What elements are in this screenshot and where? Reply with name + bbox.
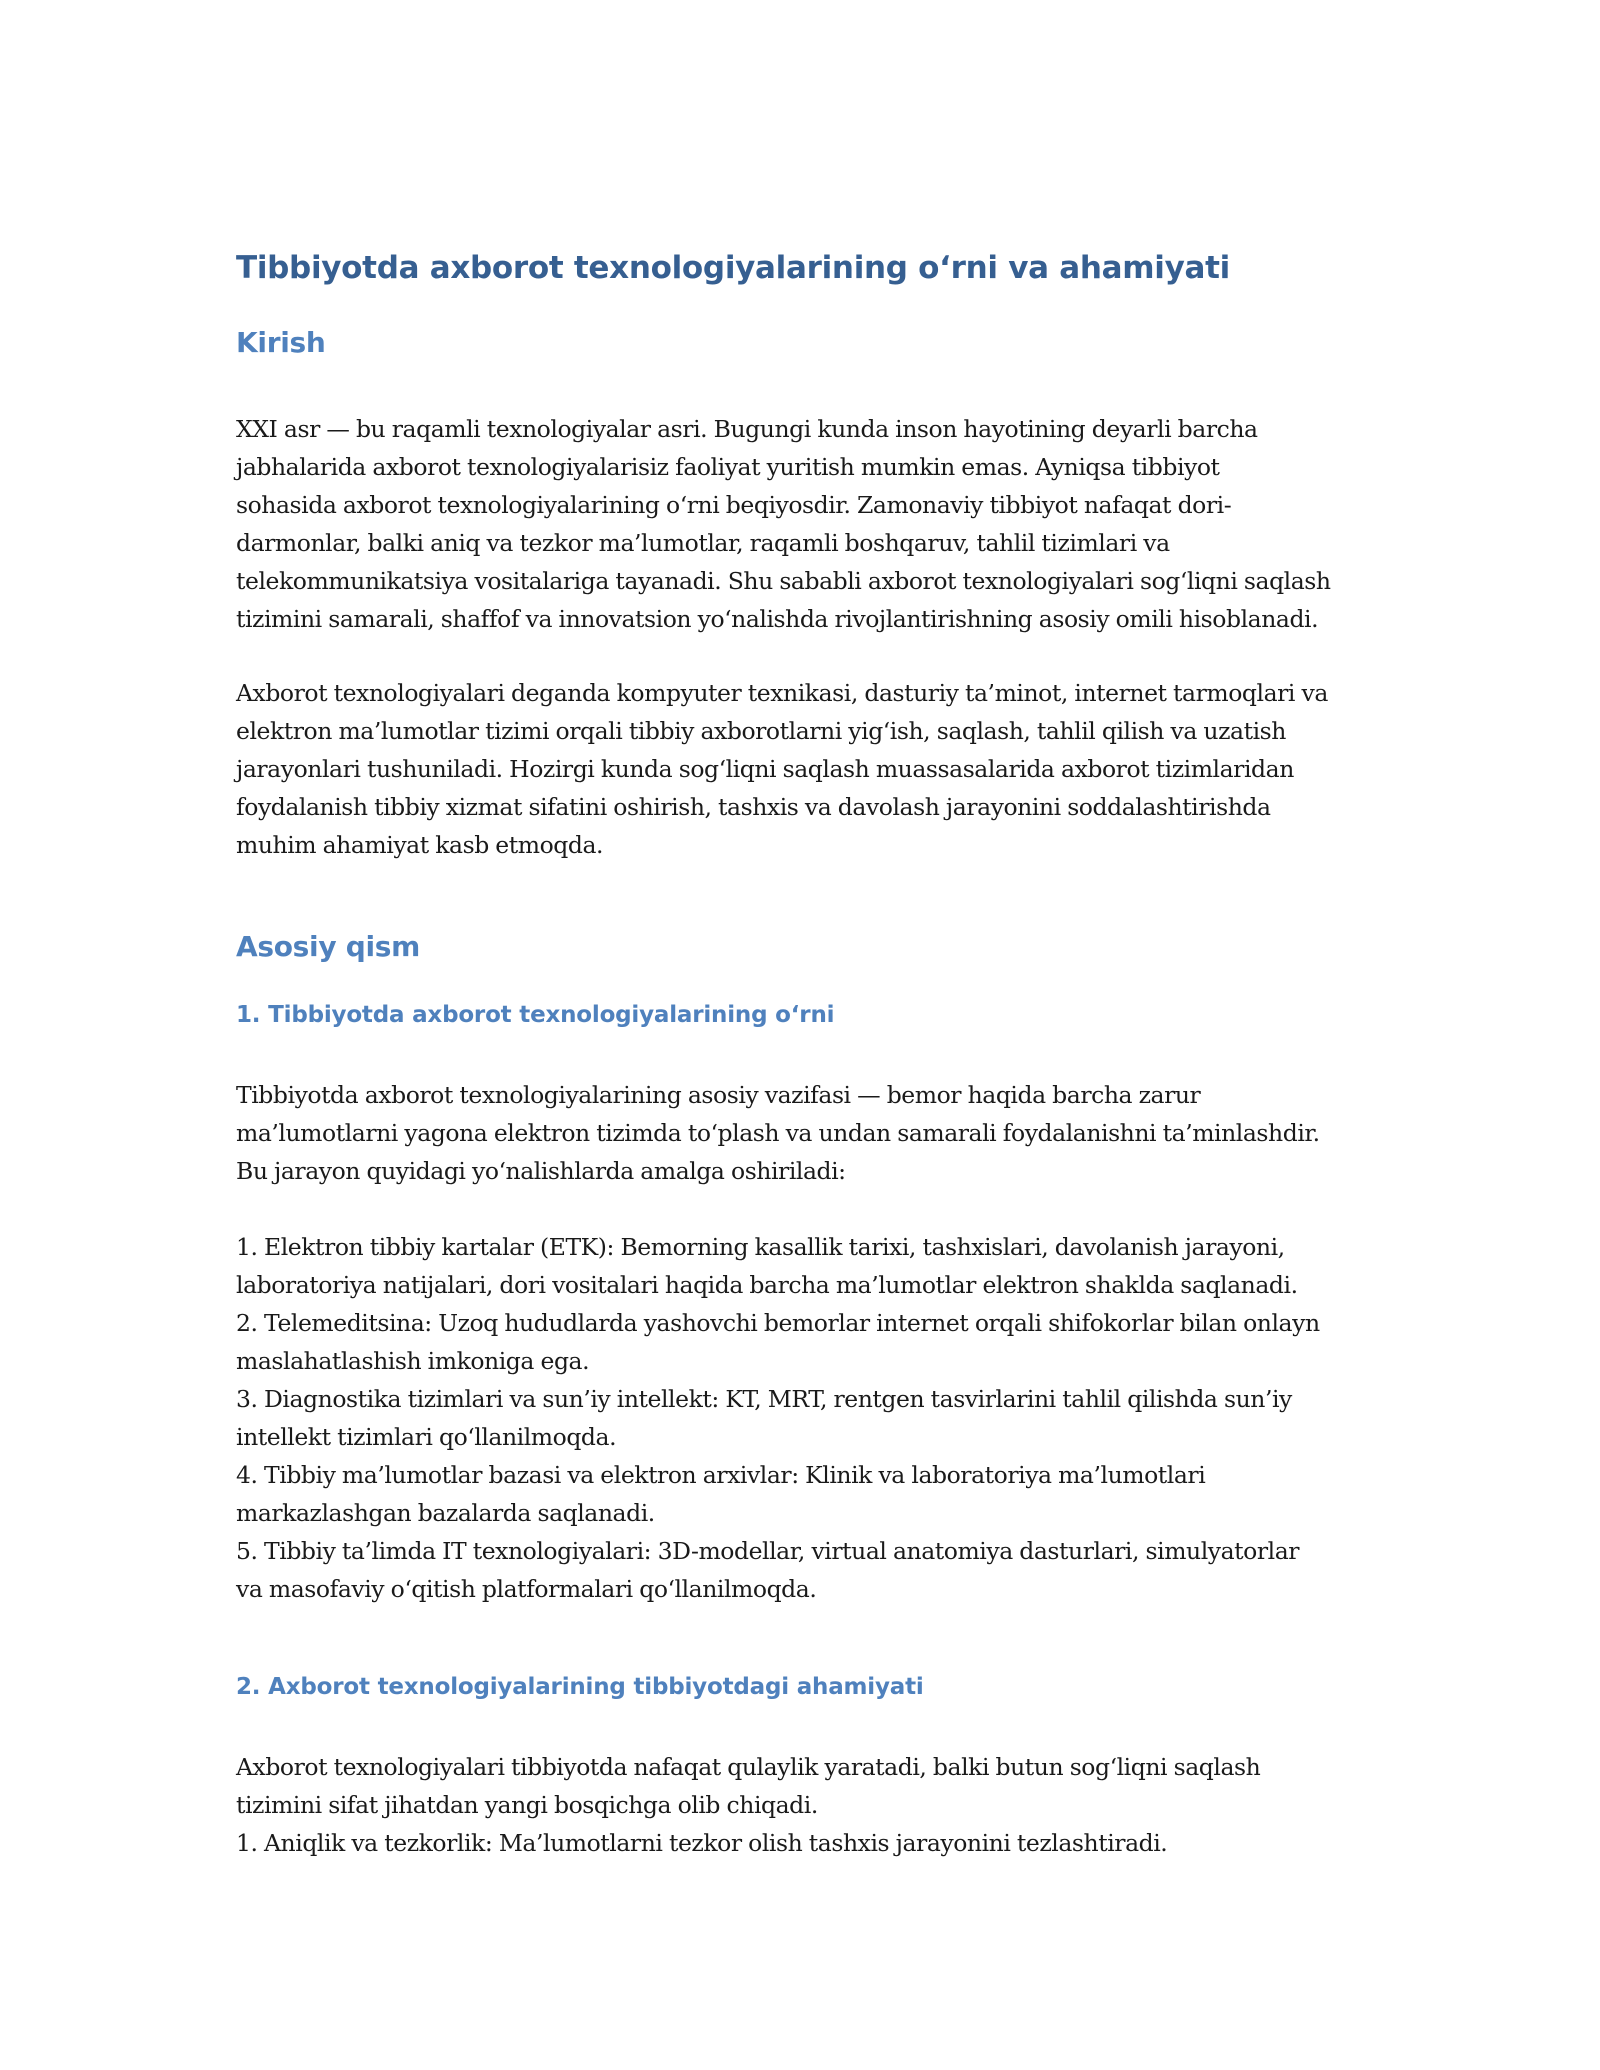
text-line: elektron ma’lumotlar tizimi orqali tibbiy axborotlarni yig‘ish, saqlash, tahlil qilish va uzatish: [236, 717, 1286, 745]
text-line: Axborot texnologiyalari deganda kompyuter texnikasi, dasturiy ta’minot, internet tarmoqlari va: [236, 679, 1328, 707]
text-line: Tibbiyotda axborot texnologiyalarining asosiy vazifasi — bemor haqida barcha zarur: [236, 1081, 1201, 1109]
list-item: va masofaviy o‘qitish platformalari qo‘llanilmoqda.: [236, 1575, 817, 1603]
list-item: laboratoriya natijalari, dori vositalari haqida barcha ma’lumotlar elektron shaklda saqlanadi.: [236, 1271, 1298, 1299]
text-line: sohasida axborot texnologiyalarining o‘rni beqiyosdir. Zamonaviy tibbiyot nafaqat dori-: [236, 491, 1232, 519]
section-2-paragraph: [236, 1748, 1376, 1862]
text-line: jarayonlari tushuniladi. Hozirgi kunda sog‘liqni saqlash muassasalarida axborot tizimlaridan: [236, 755, 1294, 783]
text-line: Axborot texnologiyalari tibbiyotda nafaqat qulaylik yaratadi, balki butun sog‘liqni saqlash: [236, 1753, 1261, 1781]
list-item: intellekt tizimlari qo‘llanilmoqda.: [236, 1423, 617, 1451]
list-item: markazlashgan bazalarda saqlanadi.: [236, 1499, 655, 1527]
list-item: 1. Elektron tibbiy kartalar (ETK): Bemorning kasallik tarixi, tashxislari, davolanish jarayoni,: [236, 1233, 1285, 1261]
section-1-list: [236, 1228, 1376, 1608]
text-line: telekommunikatsiya vositalariga tayanadi. Shu sababli axborot texnologiyalari sog‘liqni saqlash: [236, 567, 1331, 595]
text-line: foydalanish tibbiy xizmat sifatini oshirish, tashxis va davolash jarayonini soddalashtirishda: [236, 793, 1271, 821]
list-item: 5. Tibbiy ta’limda IT texnologiyalari: 3D-modellar, virtual anatomiya dasturlari, simulyatorlar: [236, 1537, 1300, 1565]
text-line: XXI asr — bu raqamli texnologiyalar asri. Bugungi kunda inson hayotining deyarli barcha: [236, 415, 1258, 443]
text-line: ma’lumotlarni yagona elektron tizimda to‘plash va undan samarali foydalanishni ta’minlashdir.: [236, 1119, 1320, 1147]
text-line: Bu jarayon quyidagi yo‘nalishlarda amalga oshiriladi:: [236, 1157, 846, 1185]
text-line: 1. Aniqlik va tezkorlik: Ma’lumotlarni tezkor olish tashxis jarayonini tezlashtiradi.: [236, 1829, 1168, 1857]
list-item: 3. Diagnostika tizimlari va sun’iy intellekt: KT, MRT, rentgen tasvirlarini tahlil qilishda sun’iy: [236, 1385, 1292, 1413]
text-line: muhim ahamiyat kasb etmoqda.: [236, 831, 604, 859]
text-line: darmonlar, balki aniq va tezkor ma’lumotlar, raqamli boshqaruv, tahlil tizimlari va: [236, 529, 1170, 557]
section-2-heading: 2. Axborot texnologiyalarining tibbiyotdagi ahamiyati: [236, 1674, 924, 1700]
intro-heading: Kirish: [236, 326, 326, 359]
text-line: tizimini sifat jihatdan yangi bosqichga olib chiqadi.: [236, 1791, 818, 1819]
intro-paragraph-2: [236, 674, 1376, 864]
text-line: jabhalarida axborot texnologiyalarisiz faoliyat yuritish mumkin emas. Ayniqsa tibbiyot: [236, 453, 1220, 481]
list-item: 4. Tibbiy ma’lumotlar bazasi va elektron arxivlar: Klinik va laboratoriya ma’lumotlari: [236, 1461, 1206, 1489]
intro-paragraph-1: [236, 410, 1376, 638]
section-1-heading: 1. Tibbiyotda axborot texnologiyalarining o‘rni: [236, 1002, 835, 1028]
document-title: Tibbiyotda axborot texnologiyalarining o‘rni va ahamiyati: [236, 250, 1230, 286]
main-section-heading: Asosiy qism: [236, 930, 421, 963]
list-item: 2. Telemeditsina: Uzoq hududlarda yashovchi bemorlar internet orqali shifokorlar bilan onlayn: [236, 1309, 1320, 1337]
section-1-paragraph: [236, 1076, 1376, 1190]
text-line: tizimini samarali, shaffof va innovatsion yo‘nalishda rivojlantirishning asosiy omili hisoblanadi.: [236, 605, 1319, 633]
list-item: maslahatlashish imkoniga ega.: [236, 1347, 590, 1375]
